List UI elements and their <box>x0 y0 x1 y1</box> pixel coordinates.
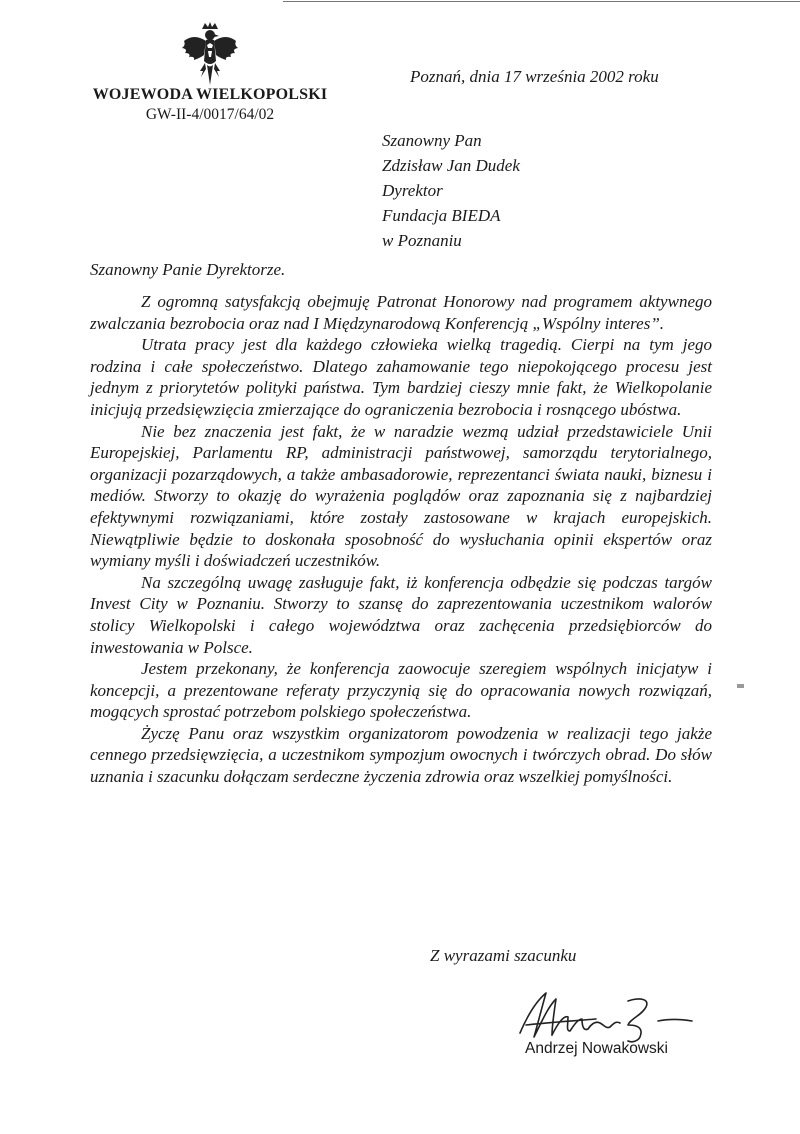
polish-eagle-emblem-icon <box>180 21 240 87</box>
recipient-line-organization: Fundacja BIEDA <box>382 206 501 225</box>
recipient-line-name: Zdzisław Jan Dudek <box>382 156 520 175</box>
letter-salutation: Szanowny Panie Dyrektorze. <box>90 260 286 279</box>
issuing-authority-title: WOJEWODA WIELKOPOLSKI <box>92 86 328 103</box>
body-paragraph: Jestem przekonany, że konferencja zaowocuje szeregiem wspólnych inicjatyw i koncepcji, a prezentowane referaty przyczynią się do opracowania nowych rozwiązań, mogących sprostać potrzebom polskiego społeczeństwa. <box>90 659 712 722</box>
recipient-line-position: Dyrektor <box>382 181 443 200</box>
body-paragraph: Z ogromną satysfakcją obejmuję Patronat Honorowy nad programem aktywnego zwalczania bezrobocia oraz nad I Międzynarodową Konferencją „Wspólny interes”. <box>90 292 712 333</box>
reference-number: GW-II-4/0017/64/02 <box>145 106 275 123</box>
handwritten-signature <box>512 985 698 1045</box>
dateline: Poznań, dnia 17 września 2002 roku <box>410 67 659 86</box>
top-scan-edge-line <box>283 1 800 2</box>
closing-phrase: Z wyrazami szacunku <box>430 946 577 965</box>
signer-name: Andrzej Nowakowski <box>525 1040 668 1057</box>
letter-body <box>90 291 712 788</box>
body-paragraph: Życzę Panu oraz wszystkim organizatorom powodzenia w realizacji tego jakże cennego przedsięwzięcia, a uczestnikom sympozjum owocnych i twórczych obrad. Do słów uznania i szacunku dołączam serdeczne życzenia zdrowia oraz wszelkiej pomyślności. <box>90 723 712 787</box>
body-paragraph: Na szczególną uwagę zasługuje fakt, iż konferencja odbędzie się podczas targów Invest City w Poznaniu. Stworzy to szansę do zaprezentowania uczestnikom walorów stolicy Wielkopolski i całego województwa oraz zachęcenia przedsiębiorców do inwestowania w Polsce. <box>90 572 712 657</box>
scan-artifact-mark <box>737 684 744 688</box>
recipient-line-city: w Poznaniu <box>382 231 462 250</box>
body-paragraph: Utrata pracy jest dla każdego człowieka wielką tragedią. Cierpi na tym jego rodzina i całe społeczeństwo. Dlatego zahamowanie tego niepokojącego procesu jest jednym z priorytetów polityki państwa. Tym bardziej cieszy mnie fakt, że Wielkopolanie inicjują przedsięwzięcia zmierzające do ograniczenia bezrobocia i rosnącego ubóstwa. <box>90 335 712 419</box>
body-paragraph: Nie bez znaczenia jest fakt, że w naradzie wezmą udział przedstawiciele Unii Europejskiej, Parlamentu RP, administracji państwowej, samorządu terytorialnego, organizacji pozarządowych, a także ambasadorowie, reprezentanci świata nauki, biznesu i mediów. Stworzy to okazję do wyrażenia poglądów oraz zapoznania się z najbardziej efektywnymi rozwiązaniami, które zostały zastosowane w krajach europejskich. Niewątpliwie będzie to doskonała sposobność do wysłuchania opinii ekspertów oraz wymiany myśli i doświadczeń uczestników. <box>90 421 712 571</box>
recipient-line-salutation: Szanowny Pan <box>382 131 482 150</box>
recipient-address-block <box>382 128 520 253</box>
